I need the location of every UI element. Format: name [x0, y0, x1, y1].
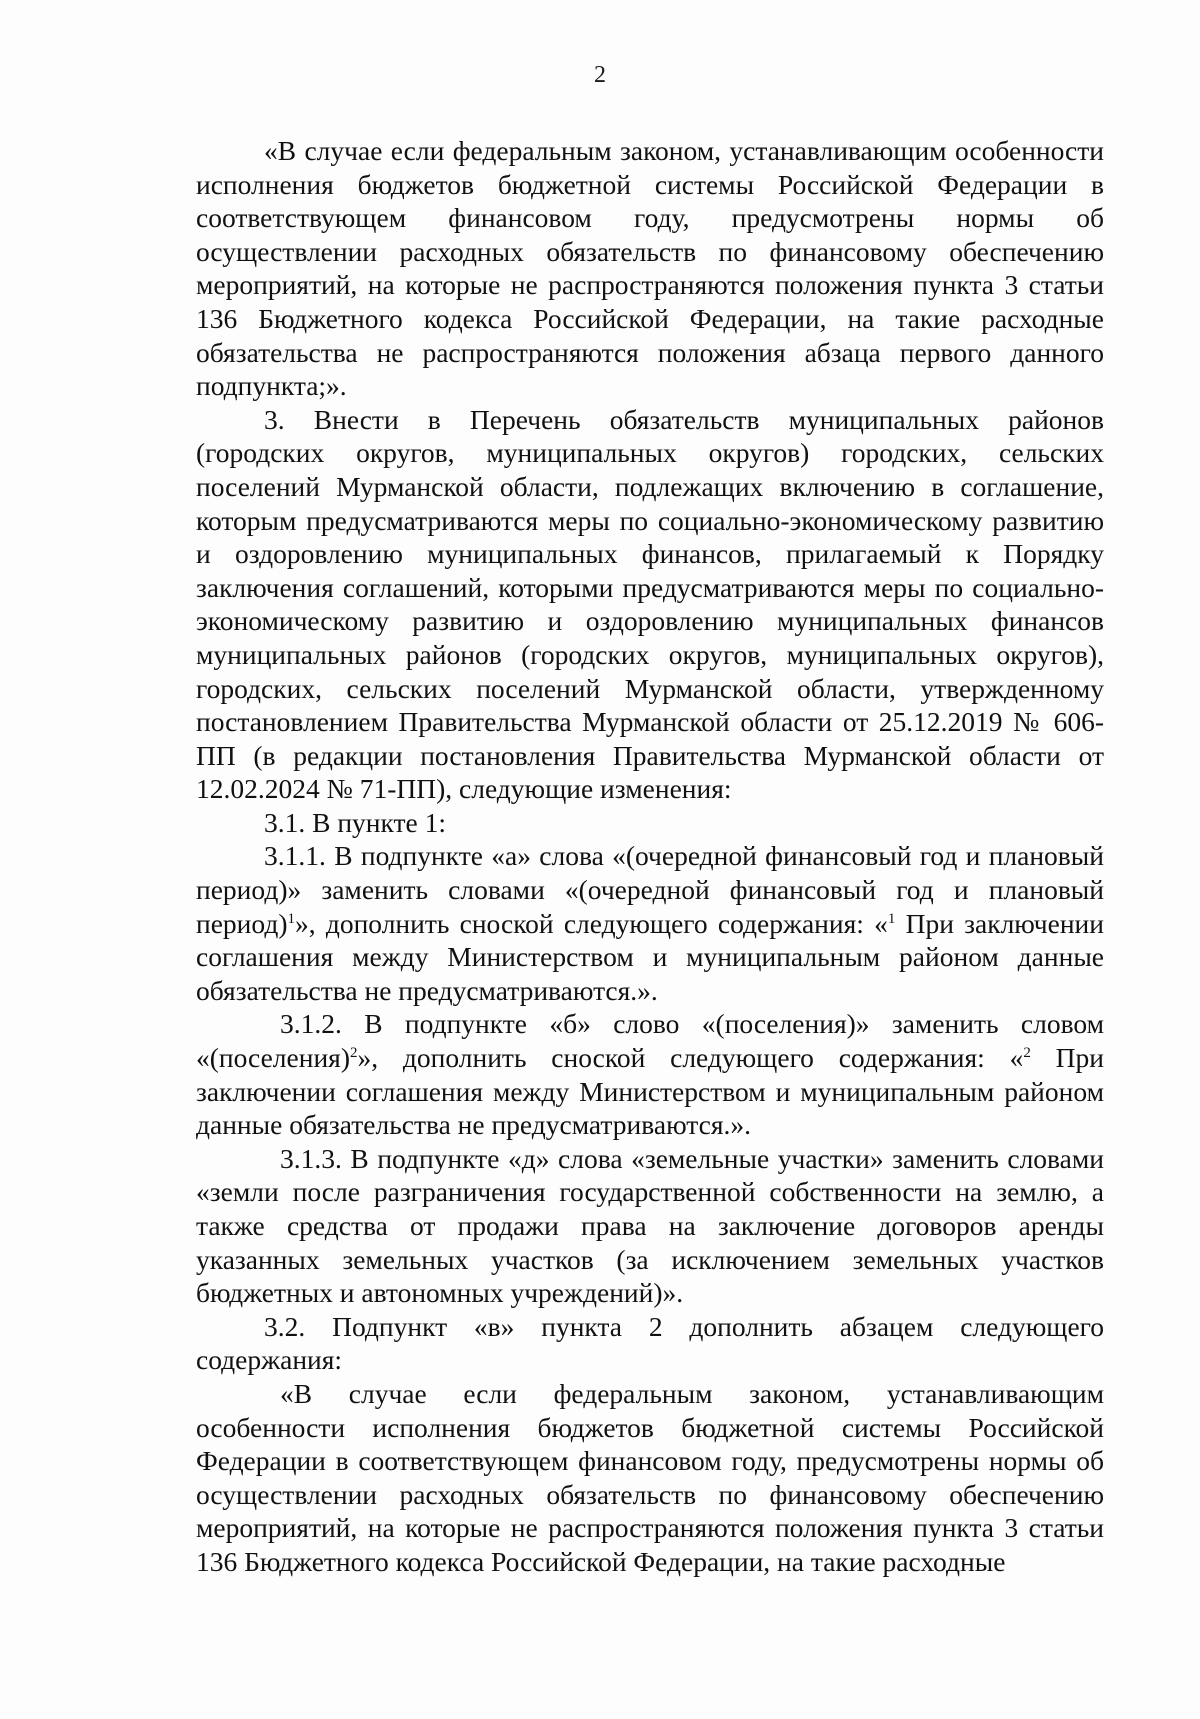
- paragraph-item-3-1: 3.1. В пункте 1:: [264, 806, 447, 838]
- paragraph-text: », дополнить сноской следующего содержания: «: [295, 907, 888, 939]
- footnote-marker: 1: [287, 910, 295, 927]
- paragraph-text: », дополнить сноской следующего содержания: «: [357, 1042, 1024, 1074]
- paragraph-text: 3.1.2. В подпункте «б» слово «(поселения)» заменить словом «(поселения): [196, 1008, 1104, 1074]
- paragraph-text: При заключении соглашения между Министерством и муниципальным районом данные обязательства не предусматриваются.».: [196, 1042, 1104, 1141]
- paragraph-item-3-2: 3.2. Подпункт «в» пункта 2 дополнить абзацем следующего содержания:: [196, 1310, 1104, 1376]
- paragraph-text: При заключении соглашения между Министерством и муниципальным районом данные обязательства не предусматриваются.».: [196, 907, 1104, 1006]
- paragraph-item-3-1-2: [196, 1007, 1104, 1141]
- paragraph-item-3: 3. Внести в Перечень обязательств муниципальных районов (городских округов, муниципальных округов) городских, сельских поселений Мурманской области, подлежащих включению в соглашение, которым предусматриваются меры по социально-экономическому развитию и оздоровлению муниципальных финансов, прилагаемый к Порядку заключения соглашений, которыми предусматриваются меры по социально-экономическому развитию и оздоровлению муниципальных финансов муниципальных районов (городских округов, муниципальных округов), городских, сельских поселений Мурманской области, утвержденному постановлением Правительства Мурманской области от 25.12.2019 № 606-ПП (в редакции постановления Правительства Мурманской области от 12.02.2024 № 71-ПП), следующие изменения:: [196, 403, 1104, 805]
- paragraph-item-3-1-3: 3.1.3. В подпункте «д» слова «земельные участки» заменить словами «земли после разграничения государственной собственности на землю, а также средства от продажи права на заключение договоров аренды указанных земельных участков (за исключением земельных участков бюджетных и автономных учреждений)».: [196, 1142, 1104, 1309]
- page-number: 2: [594, 62, 606, 88]
- paragraph-quote-budget-norms-2: «В случае если федеральным законом, устанавливающим особенности исполнения бюджетов бюджетной системы Российской Федерации в соответствующем финансовом году, предусмотрены нормы об осуществлении расходных обязательств по финансовому обеспечению мероприятий, на которые не распространяются положения пункта 3 статьи 136 Бюджетного кодекса Российской Федерации, на такие расходные: [196, 1377, 1104, 1577]
- document-body: [196, 134, 1104, 1579]
- paragraph-item-3-1-1: [196, 839, 1104, 1007]
- paragraph-quote-budget-norms: «В случае если федеральным законом, устанавливающим особенности исполнения бюджетов бюджетной системы Российской Федерации в соответствующем финансовом году, предусмотрены нормы об осуществлении расходных обязательств по финансовому обеспечению мероприятий, на которые не распространяются положения пункта 3 статьи 136 Бюджетного кодекса Российской Федерации, на такие расходные обязательства не распространяются положения абзаца первого данного подпункта;».: [196, 135, 1104, 402]
- footnote-marker: 2: [1023, 1044, 1031, 1061]
- paragraph-text: 3.1.1. В подпункте «а» слова «(очередной финансовый год и плановый период)» заменить словами «(очередной финансовый год и плановый период): [196, 840, 1104, 939]
- footnote-marker: 2: [349, 1044, 358, 1061]
- footnote-marker: 1: [887, 910, 896, 927]
